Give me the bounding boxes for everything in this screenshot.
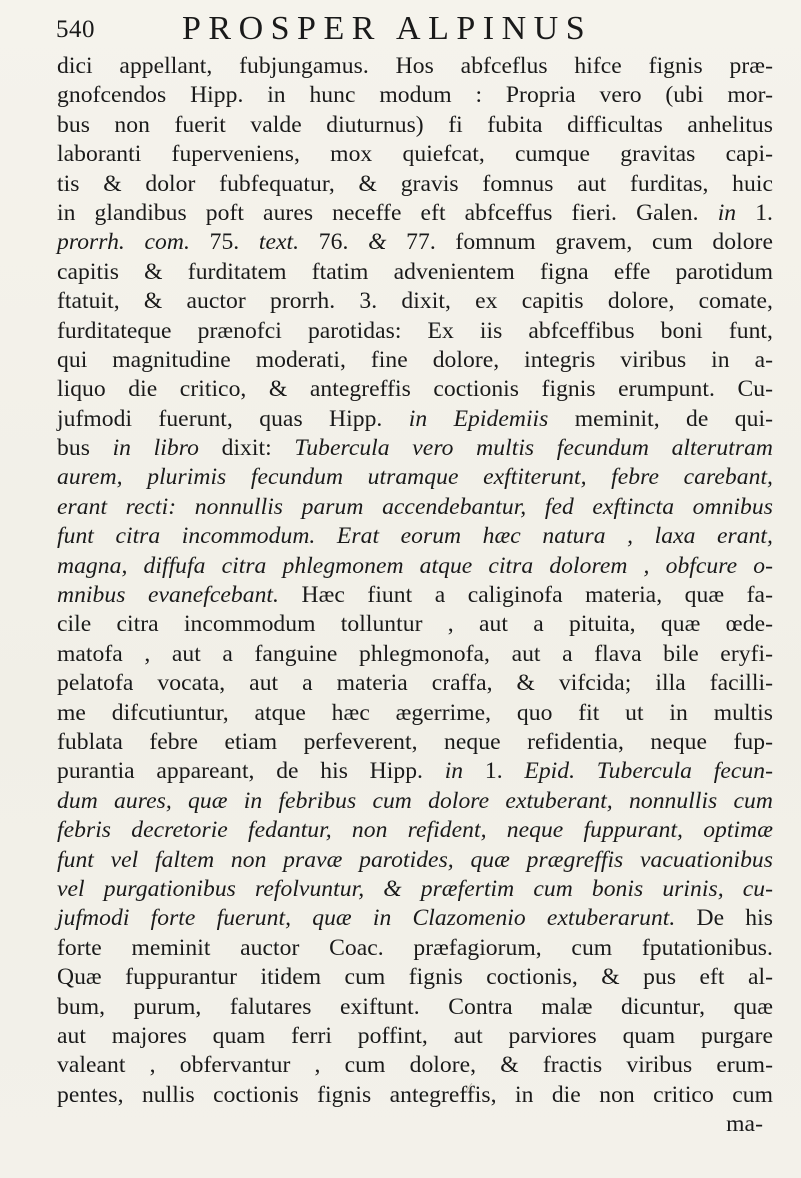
text-line — [57, 346, 773, 375]
text-line — [57, 993, 773, 1022]
text-segment: aut majores quam ferri poffint, aut parviores quam purgare — [57, 1022, 773, 1049]
text-segment: 77. fomnum gravem, cum dolore — [386, 229, 773, 256]
text-line — [57, 963, 773, 992]
catchword: ma- — [726, 1111, 763, 1138]
text-line — [57, 405, 773, 434]
text-line — [57, 1081, 773, 1110]
text-segment: bus non fuerit valde diuturnus) fi fubita difficultas anhelitus — [57, 111, 773, 138]
text-line — [57, 228, 773, 257]
text-line — [57, 699, 773, 728]
text-line — [57, 317, 773, 346]
text-line — [57, 170, 773, 199]
text-segment: me difcutiuntur, atque hæc ægerrime, quo fit ut in multis — [57, 699, 773, 726]
text-segment: Hæc fiunt a caliginofa materia, quæ fa- — [278, 582, 773, 609]
text-segment: in glandibus poft aures neceffe eft abfceffus fieri. Galen. — [57, 199, 718, 226]
text-line — [57, 463, 773, 492]
italic-text: aurem, plurimis fecundum utramque exftiterunt, febre carebant, — [57, 464, 773, 491]
text-line — [57, 552, 773, 581]
text-segment: pelatofa vocata, aut a materia craffa, & vifcida; illa facilli- — [57, 670, 773, 697]
italic-text: Epid. Tubercula fecun- — [524, 758, 773, 785]
text-line — [57, 904, 773, 933]
italic-text: in — [717, 199, 737, 226]
text-segment: purantia appareant, de his Hipp. — [57, 758, 445, 785]
italic-text: dum aures, quæ in febribus cum dolore extuberant, nonnullis cum — [57, 787, 773, 814]
running-title: PROSPER ALPINUS — [182, 10, 593, 47]
running-head — [56, 10, 756, 50]
text-line — [57, 199, 773, 228]
text-line — [57, 434, 773, 463]
italic-text: prorrh. com. — [57, 229, 190, 256]
text-segment: fublata febre etiam perfeverent, neque refidentia, neque fup- — [57, 728, 773, 755]
text-segment: forte meminit auctor Coac. præfagiorum, cum fputationibus. — [57, 934, 773, 961]
body-text — [57, 52, 773, 1139]
text-segment: valeant , obfervantur , cum dolore, & fractis viribus erum- — [57, 1052, 773, 1079]
text-line — [57, 375, 773, 404]
page-number: 540 — [56, 16, 95, 43]
text-segment: tis & dolor fubfequatur, & gravis fomnus aut furditas, huic — [57, 170, 773, 197]
text-segment: capitis & furditatem ftatim advenientem figna effe parotidum — [57, 258, 773, 285]
text-segment: 1. — [463, 758, 525, 785]
text-line — [57, 640, 773, 669]
text-segment: pentes, nullis coctionis fignis antegreffis, in die non critico cum — [57, 1081, 773, 1108]
text-segment: gnofcendos Hipp. in hunc modum : Propria vero (ubi mor- — [57, 82, 773, 109]
italic-text: Tubercula vero multis fecundum alterutram — [294, 435, 774, 462]
italic-text: funt vel faltem non pravæ parotides, quæ prægreffis vacuationibus — [57, 846, 773, 873]
italic-text: vel purgationibus refolvuntur, & præfertim cum bonis urinis, cu- — [57, 875, 773, 902]
text-line — [57, 816, 773, 845]
text-line — [57, 140, 773, 169]
text-line — [57, 669, 773, 698]
italic-text: in Epidemiis — [408, 405, 549, 432]
text-segment: Quæ fuppurantur itidem cum fignis coctionis, & pus eft al- — [57, 964, 773, 991]
italic-text: erant recti: nonnullis parum accendebantur, fed exftincta omnibus — [57, 493, 773, 520]
italic-text: magna, diffufa citra phlegmonem atque citra dolorem , obfcure o- — [57, 552, 773, 579]
text-segment: 76. — [299, 229, 369, 256]
text-line — [57, 757, 773, 786]
text-line — [57, 787, 773, 816]
text-segment: furditateque prænofci parotidas: Ex iis abfceffibus boni funt, — [57, 317, 773, 344]
text-line — [57, 111, 773, 140]
text-line — [57, 846, 773, 875]
text-segment: bus — [57, 435, 113, 462]
italic-text: in — [444, 758, 464, 785]
text-segment: 1. — [736, 199, 774, 226]
text-segment: De his — [675, 905, 773, 932]
text-line — [57, 1022, 773, 1051]
italic-text: mnibus evanefcebant. — [57, 582, 279, 609]
text-line — [57, 610, 773, 639]
text-line — [57, 493, 773, 522]
italic-text: funt citra incommodum. Erat eorum hæc natura , laxa erant, — [57, 523, 773, 550]
text-line — [57, 258, 773, 287]
text-segment: laboranti fuperveniens, mox quiefcat, cumque gravitas capi- — [57, 141, 773, 168]
italic-text: in libro — [112, 435, 199, 462]
text-line — [57, 1051, 773, 1080]
text-line — [57, 81, 773, 110]
text-segment: 75. — [189, 229, 259, 256]
text-line — [57, 287, 773, 316]
text-segment: liquo die critico, & antegreffis coctionis fignis erumpunt. Cu- — [57, 376, 773, 403]
text-line — [57, 728, 773, 757]
text-line — [57, 581, 773, 610]
text-segment: bum, purum, falutares exiftunt. Contra malæ dicuntur, quæ — [57, 993, 773, 1020]
text-segment: meminit, de qui- — [548, 405, 774, 432]
text-line — [57, 934, 773, 963]
text-line — [57, 522, 773, 551]
italic-text: febris decretorie fedantur, non refident, neque fuppurant, optimæ — [57, 817, 773, 844]
text-segment: jufmodi fuerunt, quas Hipp. — [57, 405, 409, 432]
text-line — [57, 52, 773, 81]
text-segment: cile citra incommodum tolluntur , aut a pituita, quæ œde- — [57, 611, 773, 638]
text-line — [57, 875, 773, 904]
text-segment: ftatuit, & auctor prorrh. 3. dixit, ex capitis dolore, comate, — [57, 288, 773, 315]
text-segment: qui magnitudine moderati, fine dolore, integris viribus in a- — [57, 346, 773, 373]
text-segment: matofa , aut a fanguine phlegmonofa, aut a flava bile eryfi- — [57, 640, 773, 667]
italic-text: text. — [258, 229, 300, 256]
italic-text: & — [368, 229, 387, 256]
text-segment: dixit: — [198, 435, 295, 462]
italic-text: jufmodi forte fuerunt, quæ in Clazomenio extuberarunt. — [57, 905, 676, 932]
text-segment: dici appellant, fubjungamus. Hos abfceflus hifce fignis præ- — [57, 53, 773, 79]
